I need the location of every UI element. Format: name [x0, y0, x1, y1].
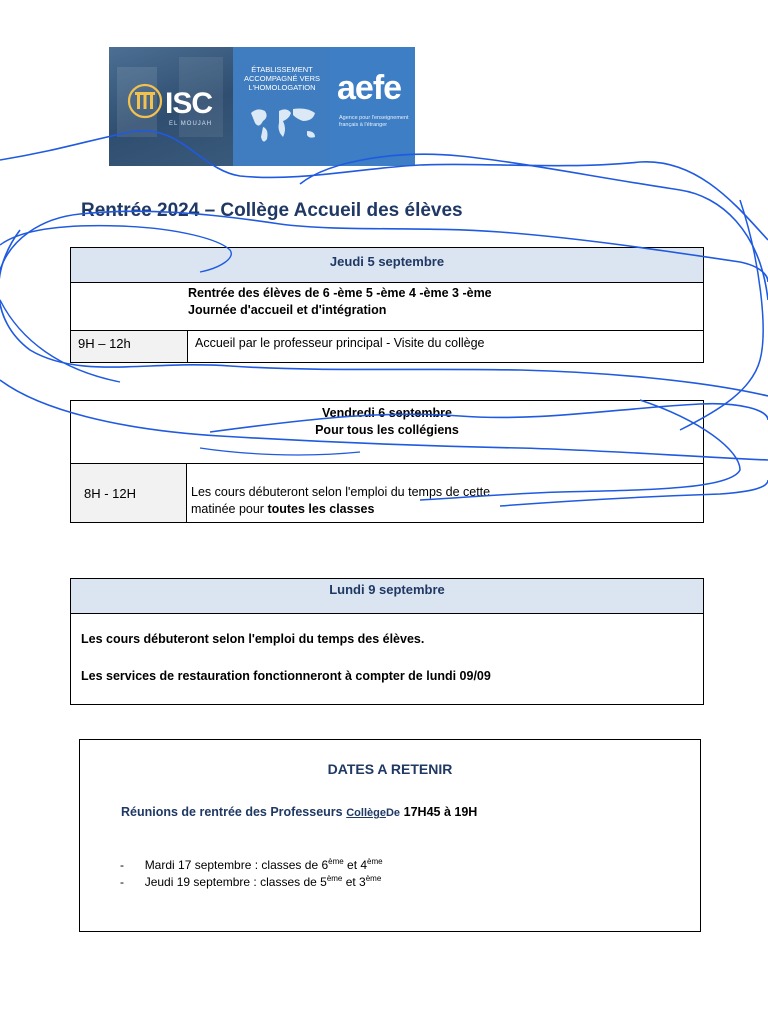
world-map-icon — [243, 99, 323, 149]
lundi-header — [71, 579, 703, 614]
dates-title: DATES A RETENIR — [327, 761, 453, 777]
dates-de: De — [385, 807, 401, 819]
list-sup: ème — [326, 874, 343, 883]
jeudi-time-cell — [71, 331, 188, 362]
lundi-line2: Les services de restauration fonctionneront à compter de lundi 09/09 — [81, 669, 491, 683]
vendredi-header-line2: Pour tous les collégiens — [315, 423, 459, 437]
vendredi-table — [70, 400, 704, 523]
isc-logo-panel — [109, 47, 233, 166]
list-dash: - — [120, 875, 124, 889]
list-dash: - — [120, 858, 124, 872]
list-item — [120, 858, 383, 875]
jeudi-header-text: Jeudi 5 septembre — [329, 254, 445, 269]
vendredi-text-line1: Les cours débuteront selon l'emploi du temps de cette — [191, 485, 491, 499]
dates-subtitle-line — [121, 804, 477, 819]
list-sup: ème — [365, 874, 382, 883]
jeudi-line2: Journée d'accueil et d'intégration — [188, 303, 387, 317]
jeudi-line1: Rentrée des élèves de 6 -ème 5 -ème 4 -ème 3 -ème — [188, 286, 492, 300]
isc-emblem-icon — [127, 83, 163, 119]
dates-hours: 17H45 à 19H — [403, 805, 478, 819]
dates-subtitle: Réunions de rentrée des Professeurs — [121, 805, 343, 819]
jeudi-time: 9H – 12h — [78, 336, 131, 351]
list-classes: classes de 6 — [261, 858, 329, 872]
homologation-text: ÉTABLISSEMENT ACCOMPAGNÉ VERS L'HOMOLOGATION — [243, 65, 321, 92]
jeudi-activity: Accueil par le professeur principal - Visite du collège — [195, 336, 485, 350]
jeudi-table — [70, 247, 704, 363]
dates-box — [79, 739, 701, 932]
lundi-line1: Les cours débuteront selon l'emploi du temps des élèves. — [81, 632, 425, 646]
lundi-table — [70, 578, 704, 705]
vendredi-header-line1: Vendredi 6 septembre — [322, 406, 452, 420]
list-day: Mardi 17 septembre : — [144, 858, 259, 872]
vendredi-text-bold: toutes les classes — [267, 502, 375, 516]
list-mid: et 3 — [342, 875, 366, 889]
list-mid: et 4 — [343, 858, 368, 872]
isc-logo-subtext: EL MOUJAH — [169, 121, 213, 127]
list-sup: ème — [367, 857, 383, 866]
aefe-logo-text: aefe — [337, 69, 402, 107]
aefe-logo-panel — [329, 47, 415, 166]
list-classes: classes de 5 — [260, 875, 327, 889]
college-link[interactable]: Collège — [346, 807, 386, 819]
vendredi-time-cell — [71, 464, 187, 522]
page-title: Rentrée 2024 – Collège Accueil des élèves — [81, 200, 463, 221]
lundi-header-text: Lundi 9 septembre — [329, 582, 445, 597]
vendredi-text-line2 — [191, 502, 374, 516]
list-day: Jeudi 19 septembre : — [144, 875, 257, 889]
jeudi-header — [71, 248, 703, 283]
homologation-panel — [233, 47, 329, 166]
isc-logo-text: ISC — [165, 87, 213, 120]
school-logo-banner — [109, 47, 415, 166]
vendredi-text-plain: matinée pour — [191, 502, 268, 516]
vendredi-time: 8H - 12H — [84, 486, 137, 501]
list-sup: ème — [328, 857, 344, 866]
aefe-logo-subtext: Agence pour l'enseignement français à l'étranger — [339, 115, 409, 128]
list-item — [120, 875, 383, 892]
dates-list — [120, 858, 383, 892]
